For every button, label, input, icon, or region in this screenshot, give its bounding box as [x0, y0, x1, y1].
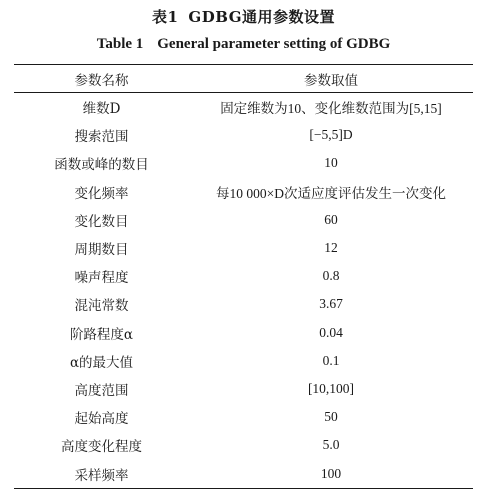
table-label-cn: 表1	[151, 8, 179, 26]
parameter-value: 每10 000×D次适应度评估发生一次变化	[216, 185, 446, 201]
parameter-value: 5.0	[322, 437, 340, 453]
parameter-value: 60	[324, 211, 338, 227]
header-parameter-value: 参数取值	[304, 72, 358, 89]
parameter-value: 3.67	[319, 296, 343, 312]
parameter-value: 100	[320, 465, 342, 481]
header-parameter-name: 参数名称	[74, 72, 129, 89]
parameter-table	[14, 64, 473, 489]
table-title-cn: GDBG通用参数设置	[188, 8, 336, 26]
parameter-name: 周期数目	[74, 242, 129, 259]
table-row	[14, 149, 473, 177]
table-row	[14, 431, 473, 459]
table-header-row	[14, 65, 473, 93]
parameter-name: 阶路程度α	[69, 326, 134, 343]
table-row	[14, 347, 473, 375]
parameter-value: 12	[324, 240, 338, 256]
parameter-name: α的最大值	[69, 354, 134, 371]
table-row	[14, 459, 473, 488]
table-row	[14, 290, 473, 318]
parameter-value: 0.04	[319, 324, 343, 340]
parameter-name: 采样频率	[74, 467, 129, 484]
parameter-name: 变化频率	[74, 185, 129, 202]
parameter-name: 维数D	[82, 101, 121, 118]
table-label-en: Table 1	[96, 36, 144, 52]
parameter-name: 混沌常数	[74, 298, 129, 315]
table-row	[14, 319, 473, 347]
table-caption-english	[0, 36, 487, 53]
parameter-name: 起始高度	[74, 411, 129, 428]
parameter-value: 0.8	[322, 268, 340, 284]
parameter-name: 搜索范围	[74, 129, 129, 146]
parameter-value: 固定维数为10、变化维数范围为[5,15]	[220, 101, 442, 117]
parameter-name: 高度变化程度	[61, 439, 142, 456]
parameter-value: 50	[324, 409, 338, 425]
table-row	[14, 178, 473, 206]
table-row	[14, 375, 473, 403]
parameter-value: [10,100]	[307, 380, 355, 396]
parameter-value: 10	[324, 155, 338, 171]
parameter-value: [−5,5]D	[309, 127, 353, 143]
parameter-name: 函数或峰的数目	[54, 157, 149, 174]
parameter-name: 变化数目	[74, 213, 129, 230]
table-row	[14, 403, 473, 431]
table-row	[14, 121, 473, 149]
parameter-name: 噪声程度	[74, 270, 129, 287]
table-row	[14, 234, 473, 262]
parameter-name: 高度范围	[74, 382, 129, 399]
parameter-value: 0.1	[322, 352, 340, 368]
table-title-en: General parameter setting of GDBG	[157, 36, 391, 52]
table-row	[14, 262, 473, 290]
table-caption-chinese	[0, 6, 487, 27]
table-row	[14, 93, 473, 122]
table-row	[14, 206, 473, 234]
